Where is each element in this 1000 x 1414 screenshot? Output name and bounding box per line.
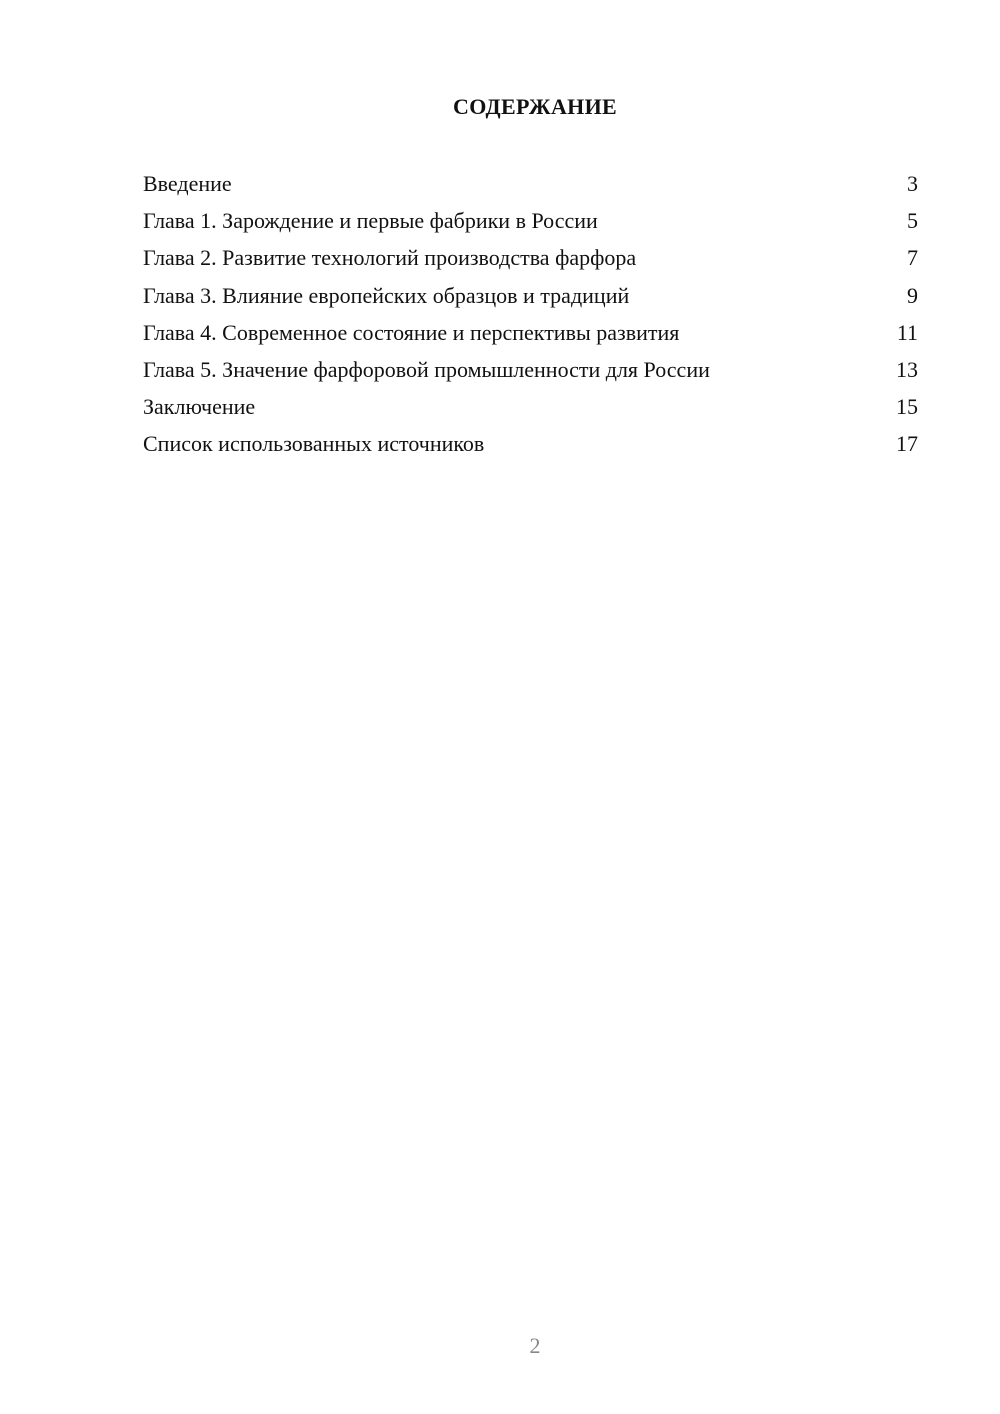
toc-entry-page: 5 [907, 208, 918, 234]
toc-entry [143, 243, 918, 280]
toc-entry-page: 11 [896, 319, 918, 345]
toc-entry-label: Глава 4. Современное состояние и перспективы развития [143, 319, 680, 345]
toc-entry [143, 206, 918, 243]
table-of-contents [143, 169, 918, 467]
toc-entry-label: Введение [143, 171, 232, 196]
toc-entry [143, 281, 918, 318]
toc-entry-page: 3 [907, 171, 918, 196]
toc-entry-label: Глава 1. Зарождение и первые фабрики в России [143, 208, 598, 234]
toc-entry-page: 17 [896, 431, 918, 457]
toc-entry-label: Заключение [143, 394, 256, 420]
page-number: 2 [529, 1333, 541, 1358]
toc-entry [143, 318, 918, 355]
page-title: СОДЕРЖАНИЕ [453, 94, 617, 119]
toc-entry-page: 13 [896, 356, 918, 382]
toc-entry-page: 15 [896, 394, 918, 420]
toc-entry-label: Глава 3. Влияние европейских образцов и традиций [143, 282, 630, 308]
toc-entry [143, 355, 918, 392]
toc-entry-label: Глава 2. Развитие технологий производства фарфора [143, 245, 637, 271]
toc-entry-label: Список использованных источников [143, 431, 485, 457]
toc-entry [143, 392, 918, 429]
toc-entry-page: 7 [907, 245, 918, 271]
toc-entry [143, 169, 918, 206]
toc-entry-page: 9 [907, 282, 918, 308]
toc-entry-label: Глава 5. Значение фарфоровой промышленности для России [143, 356, 710, 382]
toc-entry [143, 429, 918, 466]
